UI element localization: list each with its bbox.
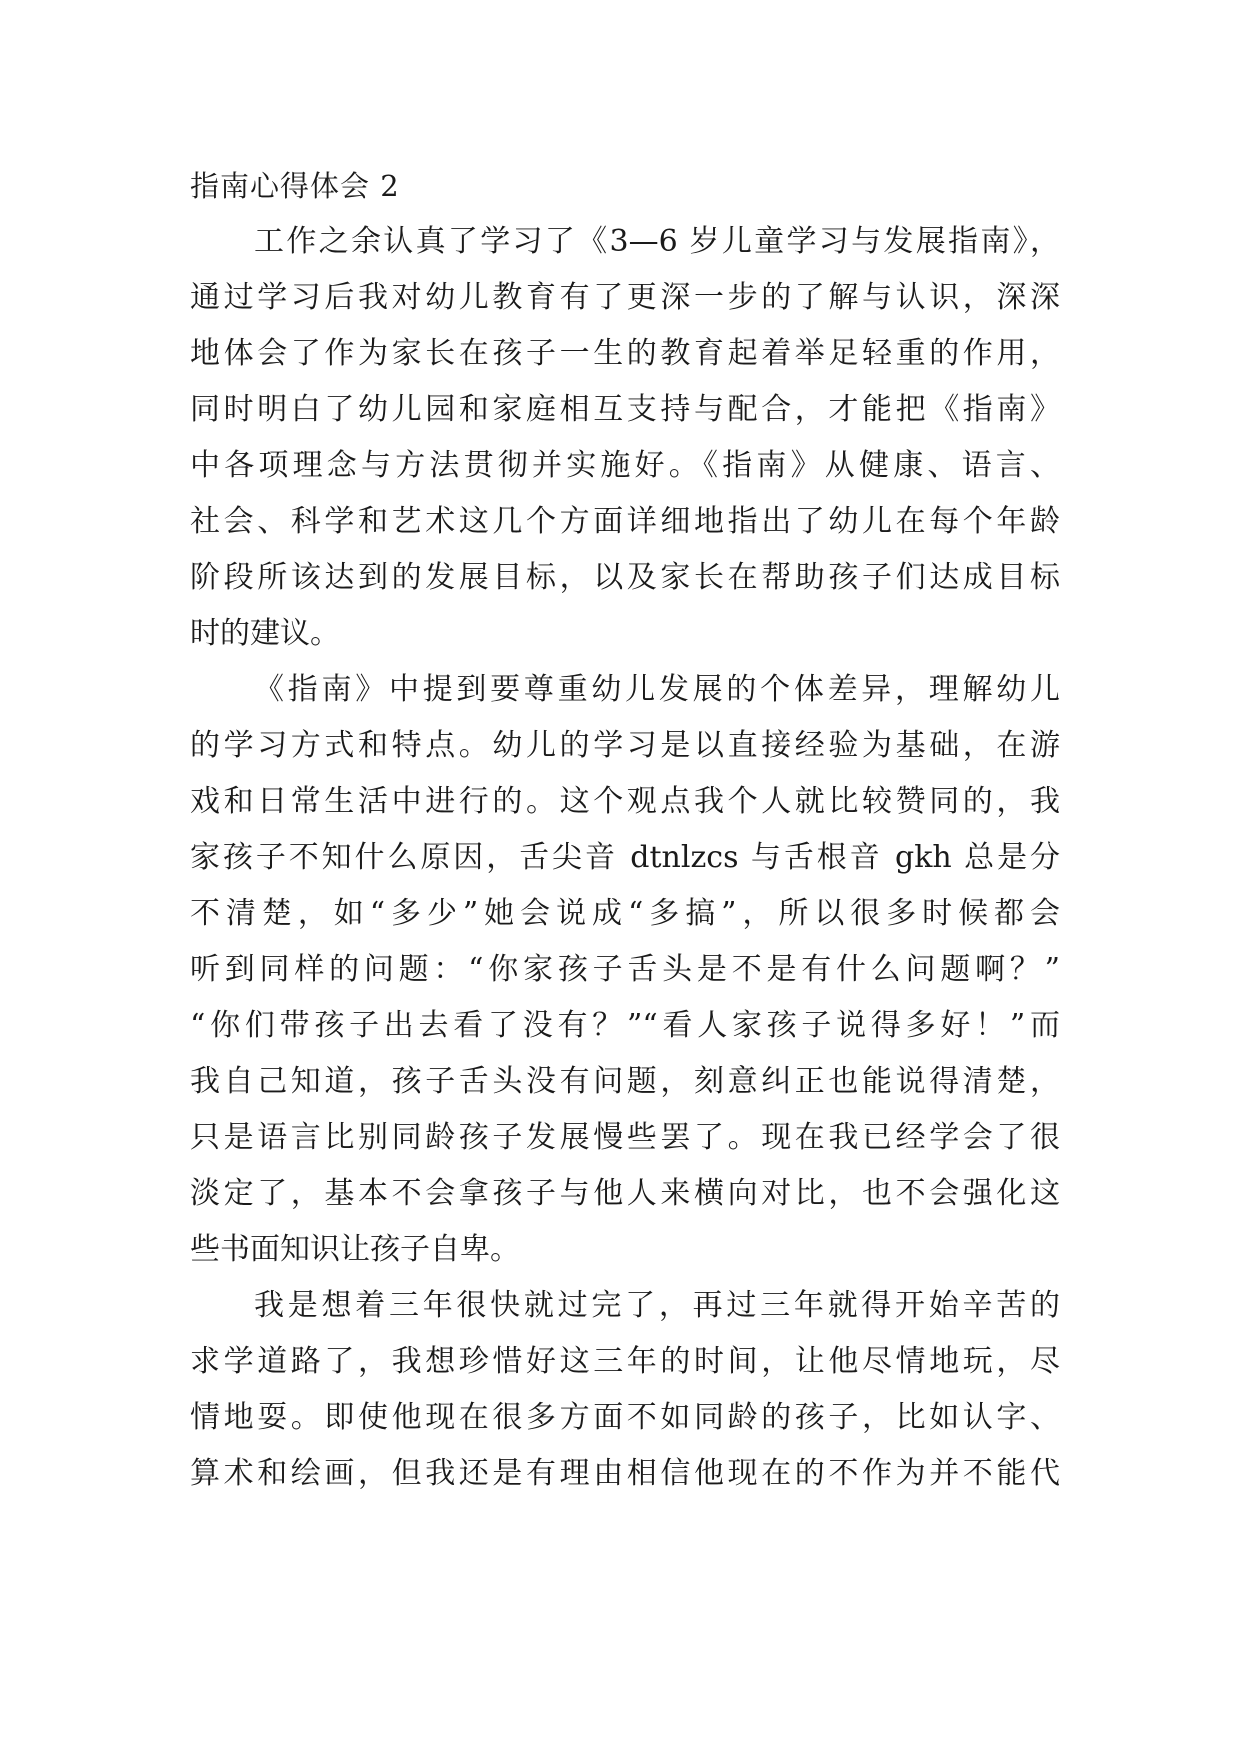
paragraph-line: 的学习方式和特点。幼儿的学习是以直接经验为基础，在游 [190, 728, 1060, 763]
paragraph-line: 家孩子不知什么原因，舌尖音 dtnlzcs 与舌根音 gkh 总是分 [190, 840, 1060, 875]
paragraph-line: 地体会了作为家长在孩子一生的教育起着举足轻重的作用， [190, 336, 1060, 371]
paragraph-line: 社会、科学和艺术这几个方面详细地指出了幼儿在每个年龄 [190, 504, 1060, 539]
paragraph-line: 通过学习后我对幼儿教育有了更深一步的了解与认识，深深 [190, 280, 1060, 315]
paragraph-line: 些书面知识让孩子自卑。 [190, 1232, 520, 1267]
paragraph-line: 同时明白了幼儿园和家庭相互支持与配合，才能把《指南》 [190, 392, 1060, 427]
paragraph-line: 我是想着三年很快就过完了，再过三年就得开始辛苦的 [254, 1288, 1060, 1323]
paragraph-line: 《指南》中提到要尊重幼儿发展的个体差异，理解幼儿 [254, 672, 1060, 707]
paragraph-line: 淡定了，基本不会拿孩子与他人来横向对比，也不会强化这 [190, 1176, 1060, 1211]
paragraph-line: 听到同样的问题：“你家孩子舌头是不是有什么问题啊？” [190, 952, 1060, 987]
paragraph-container [190, 214, 1060, 1502]
paragraph-line: 求学道路了，我想珍惜好这三年的时间，让他尽情地玩，尽 [190, 1344, 1060, 1379]
paragraph [190, 662, 1060, 1278]
paragraph-line: “你们带孩子出去看了没有？”“看人家孩子说得多好！”而 [190, 1008, 1060, 1043]
paragraph-line: 只是语言比别同龄孩子发展慢些罢了。现在我已经学会了很 [190, 1120, 1060, 1155]
paragraph-line: 阶段所该达到的发展目标，以及家长在帮助孩子们达成目标 [190, 560, 1060, 595]
paragraph-line: 戏和日常生活中进行的。这个观点我个人就比较赞同的，我 [190, 784, 1060, 819]
paragraph-line: 不清楚，如“多少”她会说成“多搞”，所以很多时候都会 [190, 896, 1060, 931]
paragraph-line: 算术和绘画，但我还是有理由相信他现在的不作为并不能代 [190, 1456, 1060, 1491]
paragraph [190, 1278, 1060, 1502]
paragraph-line: 时的建议。 [190, 616, 340, 651]
paragraph-line: 中各项理念与方法贯彻并实施好。《指南》从健康、语言、 [190, 448, 1060, 483]
document-title: 指南心得体会 2 [190, 169, 400, 203]
paragraph [190, 214, 1060, 662]
paragraph-line: 情地耍。即使他现在很多方面不如同龄的孩子，比如认字、 [190, 1400, 1060, 1435]
document-body [190, 158, 1060, 1502]
paragraph-line: 工作之余认真了学习了《3—6 岁儿童学习与发展指南》， [254, 224, 1060, 259]
paragraph-line: 我自己知道，孩子舌头没有问题，刻意纠正也能说得清楚， [190, 1064, 1060, 1099]
